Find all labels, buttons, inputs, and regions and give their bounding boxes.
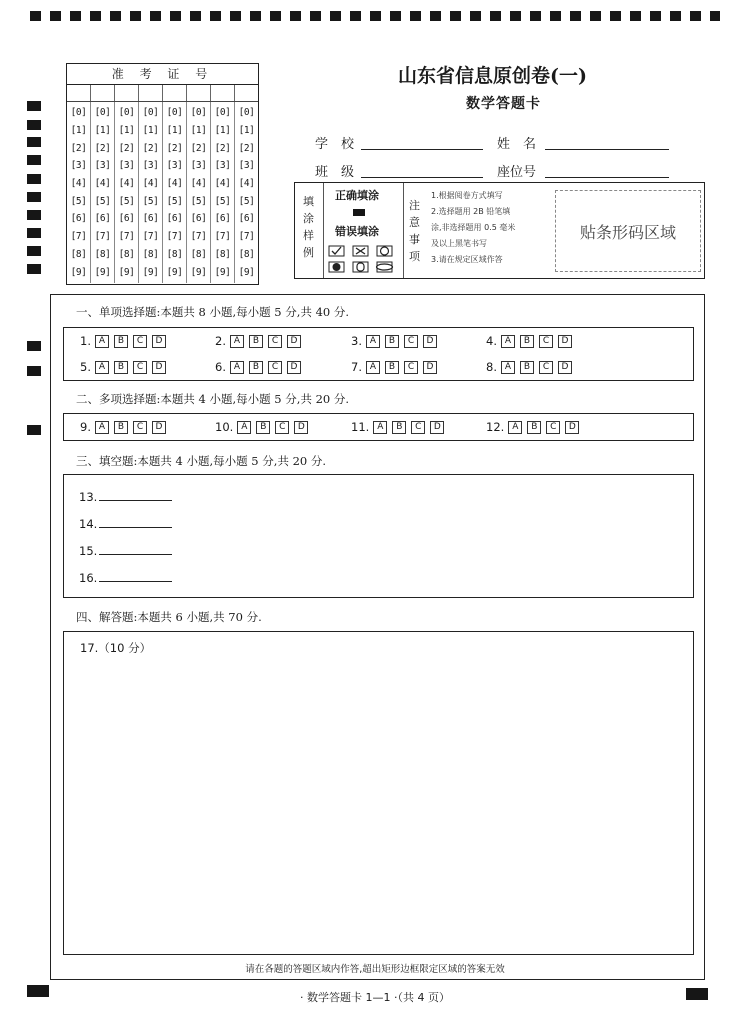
exam-id-bubble[interactable]: [6] xyxy=(94,213,111,225)
exam-id-bubble[interactable]: [2] xyxy=(190,142,207,154)
exam-id-column xyxy=(115,102,139,283)
option-bubble[interactable]: C xyxy=(133,335,147,348)
timing-mark xyxy=(27,210,41,220)
timing-mark xyxy=(27,174,41,184)
timing-marks-top xyxy=(30,11,720,21)
exam-id-bubble[interactable]: [5] xyxy=(94,195,111,207)
question-number: 13. xyxy=(79,490,98,504)
option-bubble[interactable]: D xyxy=(152,335,166,348)
note-line-2: 2.选择题用 2B 铅笔填 xyxy=(431,207,511,216)
exam-id-bubble[interactable]: [0] xyxy=(142,107,159,119)
exam-id-bubble[interactable]: [3] xyxy=(118,160,135,172)
option-bubble[interactable]: C xyxy=(404,335,418,348)
option-bubble[interactable]: A xyxy=(373,421,387,434)
exam-id-bubble[interactable]: [1] xyxy=(118,125,135,137)
fill-blank-question xyxy=(79,571,172,585)
fill-blank-question xyxy=(79,517,172,531)
exam-id-bubble[interactable]: [4] xyxy=(118,178,135,190)
option-bubble[interactable]: A xyxy=(230,361,244,374)
question-number: 11. xyxy=(351,420,370,434)
exam-id-bubble[interactable]: [2] xyxy=(166,142,183,154)
exam-id-bubble[interactable]: [5] xyxy=(190,195,207,207)
boundary-notice: 请在各题的答题区域内作答,超出矩形边框限定区域的答案无效 xyxy=(245,964,505,975)
option-bubble[interactable]: C xyxy=(404,361,418,374)
answer-blank[interactable] xyxy=(99,571,172,582)
option-bubble[interactable]: C xyxy=(133,421,147,434)
exam-id-bubble[interactable]: [4] xyxy=(238,178,255,190)
choice-question xyxy=(486,334,577,348)
exam-id-bubble[interactable]: [9] xyxy=(70,266,87,278)
exam-id-bubble[interactable]: [5] xyxy=(238,195,255,207)
option-bubble[interactable]: A xyxy=(366,361,380,374)
exam-id-bubble[interactable]: [6] xyxy=(214,213,231,225)
question-number: 6. xyxy=(215,360,226,374)
choice-question xyxy=(351,420,449,434)
timing-mark xyxy=(27,341,41,351)
option-bubble[interactable]: C xyxy=(268,335,282,348)
note-line-1: 1.根据阅卷方式填写 xyxy=(431,191,503,200)
fill-blank-heading: 三、填空题:本题共 4 小题,每小题 5 分,共 20 分. xyxy=(76,454,327,468)
class-label: 班 级 xyxy=(315,165,355,180)
timing-mark xyxy=(27,137,41,147)
exam-id-bubble[interactable]: [9] xyxy=(238,266,255,278)
exam-id-bubble[interactable]: [3] xyxy=(238,160,255,172)
exam-id-column xyxy=(67,102,91,283)
note-line-3: 涂,非选择题用 0.5 毫米 xyxy=(431,223,516,232)
option-bubble[interactable]: A xyxy=(501,335,515,348)
choice-question xyxy=(351,334,442,348)
exam-id-bubble[interactable]: [5] xyxy=(166,195,183,207)
exam-id-bubble[interactable]: [3] xyxy=(70,160,87,172)
option-bubble[interactable]: A xyxy=(95,361,109,374)
question-number: 16. xyxy=(79,571,98,585)
fill-sample-label: 填涂样例 xyxy=(303,195,314,259)
exam-id-bubble[interactable]: [3] xyxy=(214,160,231,172)
option-bubble[interactable]: C xyxy=(539,361,553,374)
option-bubble[interactable]: C xyxy=(268,361,282,374)
option-bubble[interactable]: D xyxy=(423,335,437,348)
exam-id-bubble[interactable]: [6] xyxy=(118,213,135,225)
exam-id-column xyxy=(211,102,235,283)
option-bubble[interactable]: D xyxy=(287,335,301,348)
option-bubble[interactable]: A xyxy=(508,421,522,434)
option-bubble[interactable]: B xyxy=(520,335,534,348)
notes-label: 注意事项 xyxy=(409,199,420,263)
exam-id-bubble[interactable]: [6] xyxy=(238,213,255,225)
option-bubble[interactable]: A xyxy=(501,361,515,374)
exam-id-bubble[interactable]: [2] xyxy=(238,142,255,154)
exam-id-bubble[interactable]: [8] xyxy=(166,248,183,260)
option-bubble[interactable]: D xyxy=(558,361,572,374)
exam-id-bubble[interactable]: [2] xyxy=(142,142,159,154)
exam-id-bubble[interactable]: [8] xyxy=(118,248,135,260)
timing-mark xyxy=(27,228,41,238)
exam-id-bubble[interactable]: [0] xyxy=(238,107,255,119)
exam-id-bubble[interactable]: [7] xyxy=(214,231,231,243)
answer-blank[interactable] xyxy=(99,544,172,555)
exam-id-bubble[interactable]: [8] xyxy=(190,248,207,260)
exam-id-bubble[interactable]: [7] xyxy=(166,231,183,243)
question-number: 14. xyxy=(79,517,98,531)
exam-id-bubble[interactable]: [5] xyxy=(118,195,135,207)
exam-id-bubble[interactable]: [1] xyxy=(70,125,87,137)
wrong-fill-samples xyxy=(325,242,405,276)
exam-id-column xyxy=(235,102,258,283)
question-number: 7. xyxy=(351,360,362,374)
choice-question xyxy=(80,420,171,434)
exam-id-bubble[interactable]: [4] xyxy=(214,178,231,190)
option-bubble[interactable]: B xyxy=(114,335,128,348)
choice-question xyxy=(215,360,306,374)
timing-mark xyxy=(27,425,41,435)
exam-id-bubble[interactable]: [8] xyxy=(70,248,87,260)
school-field[interactable] xyxy=(361,149,483,150)
exam-id-bubble[interactable]: [9] xyxy=(142,266,159,278)
exam-id-bubble[interactable]: [1] xyxy=(238,125,255,137)
exam-id-column xyxy=(163,102,187,283)
choice-question xyxy=(351,360,442,374)
fill-blank-question xyxy=(79,544,172,558)
option-bubble[interactable]: B xyxy=(114,421,128,434)
name-field[interactable] xyxy=(545,149,669,150)
exam-id-column xyxy=(139,102,163,283)
exam-id-bubble[interactable]: [5] xyxy=(70,195,87,207)
choice-question xyxy=(80,334,171,348)
exam-id-bubble[interactable]: [1] xyxy=(190,125,207,137)
timing-mark xyxy=(27,120,41,130)
exam-id-bubble[interactable]: [5] xyxy=(214,195,231,207)
exam-id-bubble[interactable]: [0] xyxy=(190,107,207,119)
page-footer: · 数学答题卡 1—1 ·（共 4 页） xyxy=(300,991,450,1004)
option-bubble[interactable]: B xyxy=(114,361,128,374)
wrong-fill-label: 错误填涂 xyxy=(335,225,379,238)
exam-id-bubble[interactable]: [7] xyxy=(94,231,111,243)
option-bubble[interactable]: A xyxy=(230,335,244,348)
exam-id-bubble[interactable]: [3] xyxy=(190,160,207,172)
exam-id-bubble[interactable]: [7] xyxy=(70,231,87,243)
question-number: 15. xyxy=(79,544,98,558)
exam-id-bubble[interactable]: [4] xyxy=(70,178,87,190)
question-number: 5. xyxy=(80,360,91,374)
option-bubble[interactable]: A xyxy=(95,421,109,434)
exam-id-bubble[interactable]: [6] xyxy=(190,213,207,225)
exam-id-bubble[interactable]: [8] xyxy=(142,248,159,260)
option-bubble[interactable]: C xyxy=(133,361,147,374)
exam-id-bubble[interactable]: [3] xyxy=(142,160,159,172)
timing-mark xyxy=(27,192,41,202)
question-number: 12. xyxy=(486,420,505,434)
fill-blank-question xyxy=(79,490,172,504)
note-line-4: 及以上黑笔书写 xyxy=(431,239,487,248)
option-bubble[interactable]: C xyxy=(546,421,560,434)
option-bubble[interactable]: C xyxy=(275,421,289,434)
choice-question xyxy=(215,334,306,348)
exam-id-bubble[interactable]: [4] xyxy=(142,178,159,190)
answer-blank[interactable] xyxy=(99,517,172,528)
exam-id-bubble[interactable]: [2] xyxy=(94,142,111,154)
choice-question xyxy=(215,420,313,434)
exam-id-bubble[interactable]: [7] xyxy=(238,231,255,243)
name-label: 姓 名 xyxy=(497,137,537,152)
exam-id-bubble[interactable]: [0] xyxy=(118,107,135,119)
exam-id-bubble[interactable]: [8] xyxy=(238,248,255,260)
exam-id-bubble[interactable]: [6] xyxy=(166,213,183,225)
exam-id-bubble[interactable]: [9] xyxy=(190,266,207,278)
option-bubble[interactable]: B xyxy=(392,421,406,434)
exam-id-column xyxy=(187,102,211,283)
correct-fill-label: 正确填涂 xyxy=(335,189,379,202)
timing-mark xyxy=(27,366,41,376)
choice-question xyxy=(486,360,577,374)
multi-choice-heading: 二、多项选择题:本题共 4 小题,每小题 5 分,共 20 分. xyxy=(76,392,350,406)
exam-id-column xyxy=(91,102,115,283)
timing-mark xyxy=(27,155,41,165)
exam-id-bubble[interactable]: [7] xyxy=(118,231,135,243)
option-bubble[interactable]: A xyxy=(95,335,109,348)
option-bubble[interactable]: A xyxy=(237,421,251,434)
answer-box-17[interactable] xyxy=(63,631,694,955)
exam-id-bubble[interactable]: [4] xyxy=(190,178,207,190)
option-bubble[interactable]: D xyxy=(430,421,444,434)
exam-id-bubble[interactable]: [6] xyxy=(142,213,159,225)
option-bubble[interactable]: D xyxy=(294,421,308,434)
option-bubble[interactable]: D xyxy=(287,361,301,374)
note-line-5: 3.请在规定区域作答 xyxy=(431,255,503,264)
choice-question xyxy=(486,420,584,434)
exam-id-write-row[interactable] xyxy=(67,85,258,102)
question-number: 3. xyxy=(351,334,362,348)
barcode-label: 贴条形码区域 xyxy=(579,222,676,242)
question-17-label: 17.（10 分） xyxy=(80,641,152,655)
question-number: 4. xyxy=(486,334,497,348)
exam-id-bubble[interactable]: [0] xyxy=(94,107,111,119)
question-number: 9. xyxy=(80,420,91,434)
exam-title: 山东省信息原创卷(一) xyxy=(398,65,587,87)
option-bubble[interactable]: D xyxy=(565,421,579,434)
exam-id-bubble[interactable]: [8] xyxy=(94,248,111,260)
exam-id-bubble[interactable]: [1] xyxy=(94,125,111,137)
exam-id-grid xyxy=(66,63,259,285)
exam-id-bubble[interactable]: [9] xyxy=(166,266,183,278)
exam-id-bubble[interactable]: [9] xyxy=(214,266,231,278)
exam-id-bubble[interactable]: [4] xyxy=(94,178,111,190)
exam-id-bubble-columns[interactable] xyxy=(67,102,258,283)
exam-id-bubble[interactable]: [8] xyxy=(214,248,231,260)
exam-id-bubble[interactable]: [7] xyxy=(142,231,159,243)
option-bubble[interactable]: B xyxy=(249,361,263,374)
exam-id-bubble[interactable]: [2] xyxy=(214,142,231,154)
question-number: 8. xyxy=(486,360,497,374)
single-choice-heading: 一、单项选择题:本题共 8 小题,每小题 5 分,共 40 分. xyxy=(76,305,350,319)
option-bubble[interactable]: B xyxy=(527,421,541,434)
exam-id-bubble[interactable]: [6] xyxy=(70,213,87,225)
answer-sheet-title: 数学答题卡 xyxy=(466,96,541,112)
exam-id-bubble[interactable]: [3] xyxy=(166,160,183,172)
option-bubble[interactable]: B xyxy=(385,335,399,348)
option-bubble[interactable]: B xyxy=(520,361,534,374)
answer-blank[interactable] xyxy=(99,490,172,501)
school-label: 学 校 xyxy=(315,137,355,152)
question-number: 1. xyxy=(80,334,91,348)
choice-question xyxy=(80,360,171,374)
option-bubble[interactable]: B xyxy=(256,421,270,434)
question-number: 10. xyxy=(215,420,234,434)
exam-id-bubble[interactable]: [2] xyxy=(70,142,87,154)
seat-field[interactable] xyxy=(545,177,669,178)
option-bubble[interactable]: A xyxy=(366,335,380,348)
exam-id-bubble[interactable]: [7] xyxy=(190,231,207,243)
option-bubble[interactable]: D xyxy=(423,361,437,374)
exam-id-bubble[interactable]: [4] xyxy=(166,178,183,190)
question-number: 2. xyxy=(215,334,226,348)
exam-id-bubble[interactable]: [0] xyxy=(70,107,87,119)
barcode-area xyxy=(555,190,701,272)
exam-id-bubble[interactable]: [0] xyxy=(166,107,183,119)
exam-id-bubble[interactable]: [1] xyxy=(142,125,159,137)
exam-id-bubble[interactable]: [9] xyxy=(118,266,135,278)
class-field[interactable] xyxy=(361,177,483,178)
exam-id-bubble[interactable]: [2] xyxy=(118,142,135,154)
exam-id-title: 准 考 证 号 xyxy=(67,64,258,85)
option-bubble[interactable]: D xyxy=(152,421,166,434)
exam-id-bubble[interactable]: [1] xyxy=(214,125,231,137)
correct-fill-sample xyxy=(353,209,365,216)
option-bubble[interactable]: D xyxy=(152,361,166,374)
answer-heading: 四、解答题:本题共 6 小题,共 70 分. xyxy=(76,610,262,624)
option-bubble[interactable]: B xyxy=(249,335,263,348)
timing-mark xyxy=(27,101,41,111)
seat-label: 座位号 xyxy=(497,165,537,180)
exam-id-bubble[interactable]: [5] xyxy=(142,195,159,207)
option-bubble[interactable]: C xyxy=(539,335,553,348)
option-bubble[interactable]: D xyxy=(558,335,572,348)
option-bubble[interactable]: B xyxy=(385,361,399,374)
exam-id-bubble[interactable]: [9] xyxy=(94,266,111,278)
exam-id-bubble[interactable]: [0] xyxy=(214,107,231,119)
option-bubble[interactable]: C xyxy=(411,421,425,434)
timing-mark xyxy=(27,246,41,256)
exam-id-bubble[interactable]: [1] xyxy=(166,125,183,137)
exam-id-bubble[interactable]: [3] xyxy=(94,160,111,172)
timing-mark xyxy=(27,264,41,274)
